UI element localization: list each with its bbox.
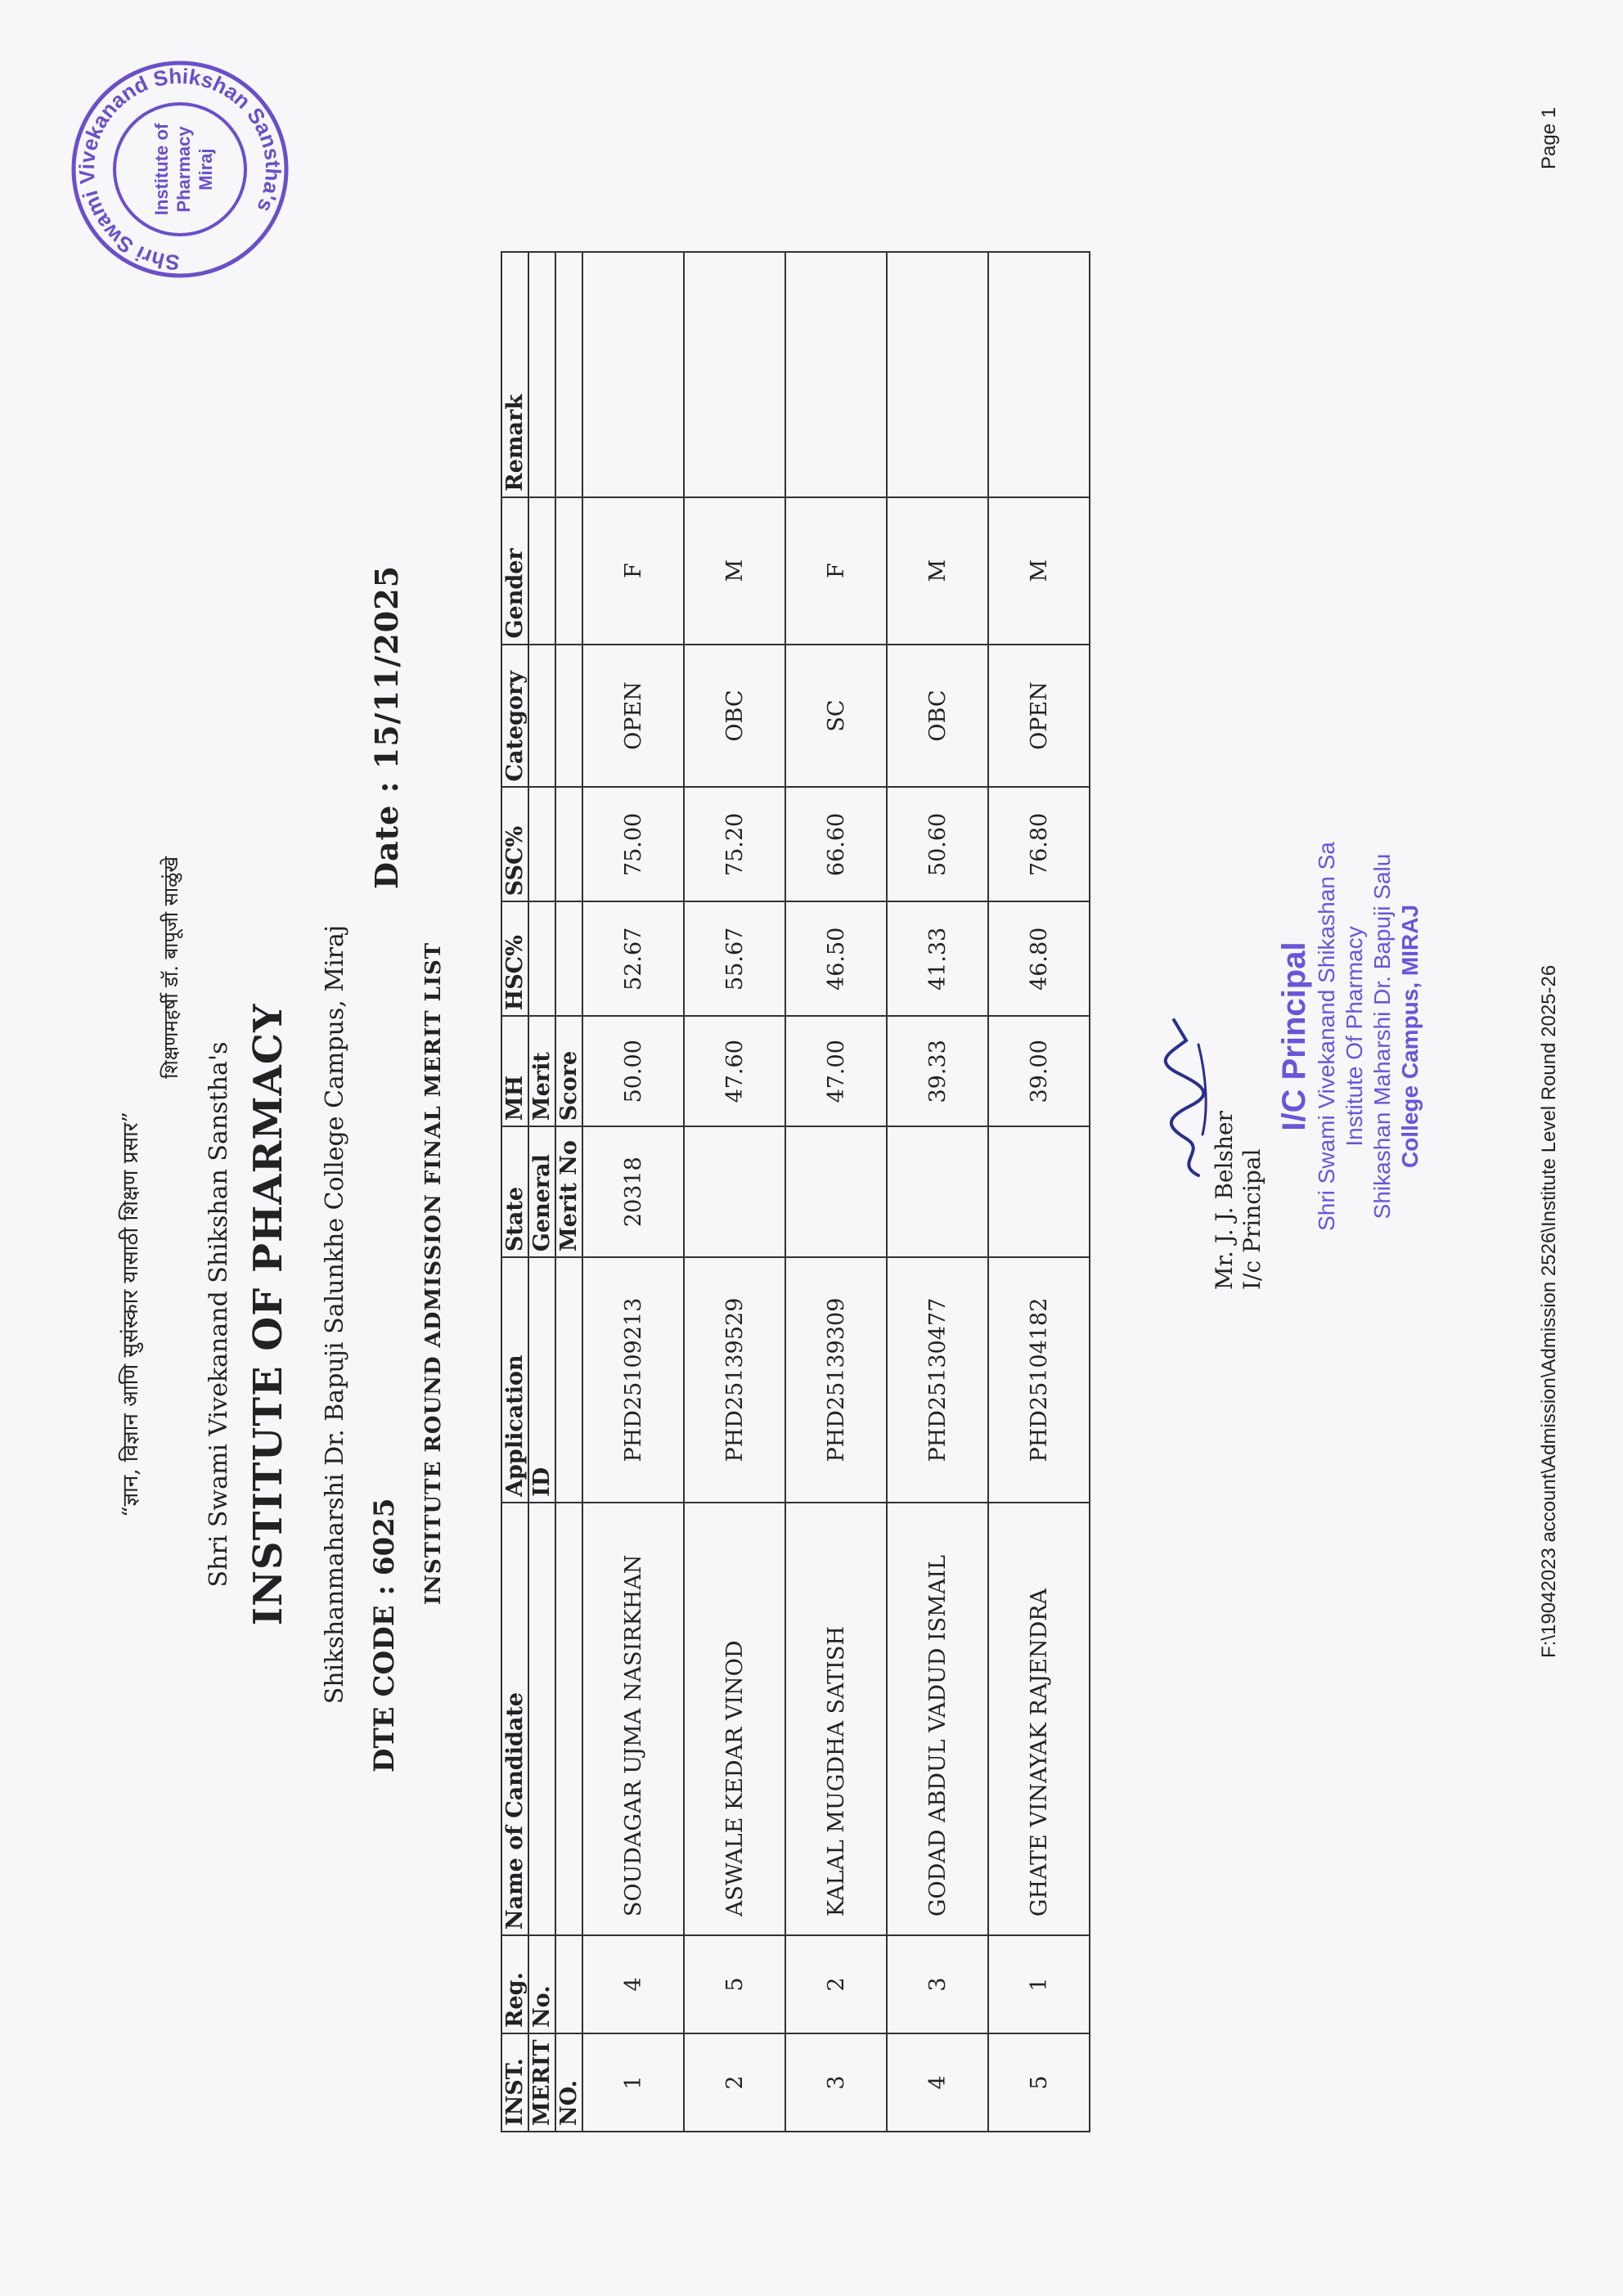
mh-merit-score-cell: 47.00	[785, 1016, 887, 1126]
table-header-row	[501, 252, 528, 2132]
column-header	[555, 1935, 582, 2033]
column-header: Category	[501, 645, 528, 788]
inst-merit-no-cell: 5	[988, 2033, 1090, 2132]
table-row	[887, 252, 988, 2132]
column-header: SSC%	[501, 787, 528, 901]
column-header	[555, 1257, 582, 1503]
gender-cell: M	[887, 497, 988, 645]
table-row	[988, 252, 1090, 2132]
column-header	[555, 1503, 582, 1935]
ssc-percent-cell: 76.80	[988, 787, 1090, 901]
institute-address: Shikshanmaharshi Dr. Bapuji Salunkhe College Campus, Miraj	[321, 924, 349, 1705]
candidate-name-cell: SOUDAGAR UJMA NASIRKHAN	[582, 1503, 684, 1935]
application-id-cell: PHD25139309	[785, 1257, 887, 1503]
remark-cell	[582, 252, 684, 497]
application-id-cell: PHD25104182	[988, 1257, 1090, 1503]
candidate-name-cell: ASWALE KEDAR VINOD	[684, 1503, 785, 1935]
column-header: Merit	[528, 1016, 555, 1126]
gender-cell: M	[684, 497, 785, 645]
stamp-line: Shikashan Maharshi Dr. Bapuji Salu	[1369, 853, 1395, 1220]
column-header	[555, 787, 582, 901]
stamp-line: Shri Swami Vivekanand Shikashan Sa	[1314, 842, 1339, 1231]
table-header-row	[528, 252, 555, 2132]
ssc-percent-cell: 75.20	[684, 787, 785, 901]
merit-list-title: INSTITUTE ROUND ADMISSION FINAL MERIT LIST	[421, 941, 446, 1606]
merit-table	[501, 251, 1090, 2132]
svg-text:Shri Swami Vivekanand Shikshan: Shri Swami Vivekanand Shikshan Sanstha's	[74, 63, 286, 276]
application-id-cell: PHD25130477	[887, 1257, 988, 1503]
category-cell: OPEN	[582, 645, 684, 788]
hsc-percent-cell: 46.50	[785, 901, 887, 1016]
gender-cell: F	[582, 497, 684, 645]
inst-merit-no-cell: 1	[582, 2033, 684, 2132]
column-header: Application	[501, 1257, 528, 1503]
reg-no-cell: 2	[785, 1935, 887, 2033]
state-merit-no-cell: 20318	[582, 1126, 684, 1257]
reg-no-cell: 4	[582, 1935, 684, 2033]
inst-merit-no-cell: 3	[785, 2033, 887, 2132]
principal-stamp	[1276, 726, 1424, 1347]
column-header: Score	[555, 1016, 582, 1126]
reg-no-cell: 5	[684, 1935, 785, 2033]
reg-no-cell: 1	[988, 1935, 1090, 2033]
candidate-name-cell: GHATE VINAYAK RAJENDRA	[988, 1503, 1090, 1935]
institute-seal-icon	[65, 55, 294, 284]
column-header	[528, 252, 555, 497]
column-header	[528, 645, 555, 788]
list-date: Date : 15/11/2025	[368, 564, 405, 889]
category-cell: OPEN	[988, 645, 1090, 788]
column-header: Merit No	[555, 1126, 582, 1257]
remark-cell	[684, 252, 785, 497]
remark-cell	[988, 252, 1090, 497]
file-path-footer: F:\19042023 account\Admission\Admission 2526\Institute Level Round 2025-26	[1538, 964, 1560, 1658]
column-header	[528, 1503, 555, 1935]
column-header	[555, 901, 582, 1016]
inst-merit-no-cell: 4	[887, 2033, 988, 2132]
inst-merit-no-cell: 2	[684, 2033, 785, 2132]
svg-text:Institute of: Institute of	[151, 123, 172, 216]
column-header: INST.	[501, 2033, 528, 2132]
column-header: State	[501, 1126, 528, 1257]
column-header: MH	[501, 1016, 528, 1126]
signatory-block	[1211, 783, 1266, 1290]
column-header	[555, 497, 582, 645]
column-header	[528, 497, 555, 645]
application-id-cell: PHD25109213	[582, 1257, 684, 1503]
remark-cell	[785, 252, 887, 497]
page-number: Page 1	[1538, 106, 1560, 169]
candidate-name-cell: GODAD ABDUL VADUD ISMAIL	[887, 1503, 988, 1935]
state-merit-no-cell	[988, 1126, 1090, 1257]
remark-cell	[887, 252, 988, 497]
category-cell: OBC	[887, 645, 988, 788]
column-header: No.	[528, 1935, 555, 2033]
column-header: Gender	[501, 497, 528, 645]
mh-merit-score-cell: 47.60	[684, 1016, 785, 1126]
motto-text: “ज्ञान, विज्ञान आणि सुसंस्कार यासाठी शिक्षण प्रसार”	[119, 1112, 143, 1517]
application-id-cell: PHD25139529	[684, 1257, 785, 1503]
column-header: ID	[528, 1257, 555, 1503]
svg-text:Pharmacy: Pharmacy	[173, 126, 194, 213]
table-row	[684, 252, 785, 2132]
signature-image	[1158, 1004, 1215, 1184]
hsc-percent-cell: 46.80	[988, 901, 1090, 1016]
gender-cell: M	[988, 497, 1090, 645]
stamp-line: College Campus, MIRAJ	[1397, 904, 1423, 1169]
stamp-title: I/C Principal	[1276, 941, 1312, 1131]
column-header	[528, 787, 555, 901]
table-row	[582, 252, 684, 2132]
institute-title: INSTITUTE OF PHARMACY	[245, 1003, 291, 1626]
motto-subtext: शिक्षणमहर्षी डॉ. बापूजी साळुंखे	[160, 856, 182, 1079]
candidate-name-cell: KALAL MUGDHA SATISH	[785, 1503, 887, 1935]
column-header: Name of Candidate	[501, 1503, 528, 1935]
hsc-percent-cell: 52.67	[582, 901, 684, 1016]
signatory-name: Mr. J. J. Belsher	[1211, 1111, 1238, 1290]
state-merit-no-cell	[887, 1126, 988, 1257]
column-header: MERIT	[528, 2033, 555, 2132]
dte-code: DTE CODE : 6025	[368, 1498, 401, 1773]
mh-merit-score-cell: 50.00	[582, 1016, 684, 1126]
column-header	[555, 645, 582, 788]
column-header	[555, 252, 582, 497]
svg-text:Miraj: Miraj	[196, 148, 216, 191]
column-header: Reg.	[501, 1935, 528, 2033]
hsc-percent-cell: 41.33	[887, 901, 988, 1016]
ssc-percent-cell: 75.00	[582, 787, 684, 901]
sanstha-name: Shri Swami Vivekanand Shikshan Sanstha's	[205, 1041, 233, 1588]
stamp-line: Institute Of Pharmacy	[1342, 926, 1367, 1147]
table-header-row	[555, 252, 582, 2132]
ssc-percent-cell: 66.60	[785, 787, 887, 901]
column-header	[528, 901, 555, 1016]
column-header: Remark	[501, 252, 528, 497]
state-merit-no-cell	[684, 1126, 785, 1257]
column-header: NO.	[555, 2033, 582, 2132]
reg-no-cell: 3	[887, 1935, 988, 2033]
category-cell: OBC	[684, 645, 785, 788]
mh-merit-score-cell: 39.33	[887, 1016, 988, 1126]
category-cell: SC	[785, 645, 887, 788]
state-merit-no-cell	[785, 1126, 887, 1257]
hsc-percent-cell: 55.67	[684, 901, 785, 1016]
column-header: General	[528, 1126, 555, 1257]
mh-merit-score-cell: 39.00	[988, 1016, 1090, 1126]
column-header: HSC%	[501, 901, 528, 1016]
table-row	[785, 252, 887, 2132]
ssc-percent-cell: 50.60	[887, 787, 988, 901]
gender-cell: F	[785, 497, 887, 645]
signatory-designation: I/c Principal	[1239, 1148, 1266, 1290]
